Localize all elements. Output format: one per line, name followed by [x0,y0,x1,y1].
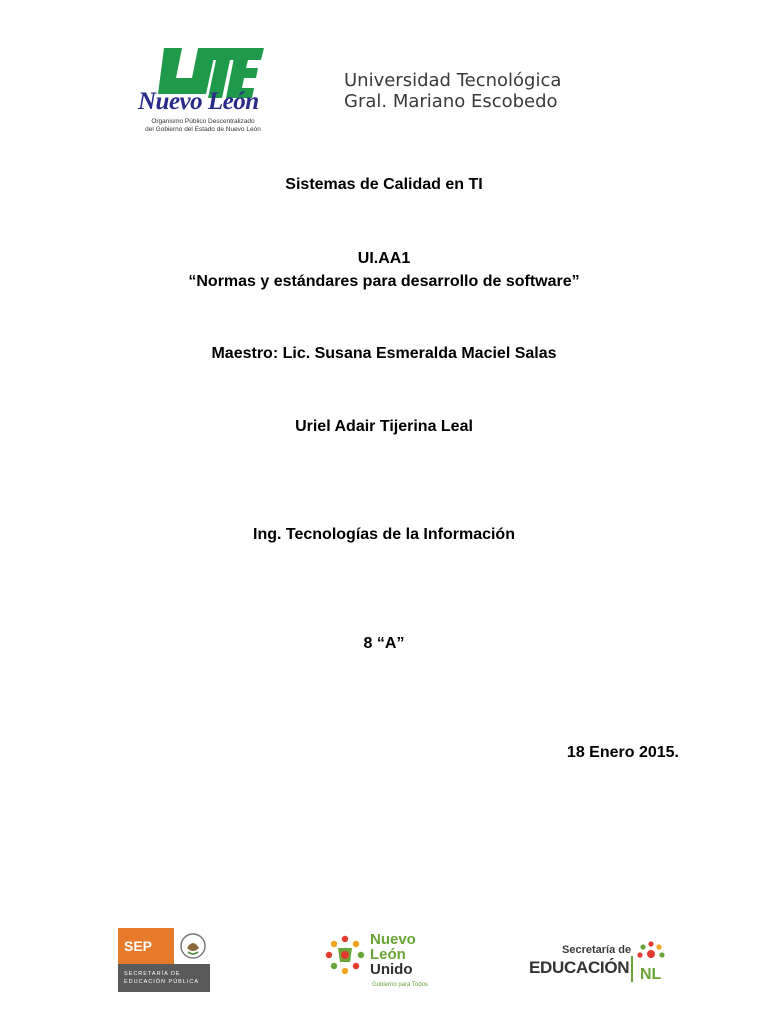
university-name [344,70,561,112]
sep-subtitle-line-1: SECRETARÍA DE [124,971,181,977]
secretaria-educacion-logo [512,922,678,998]
group-label: 8 “A” [363,635,405,652]
teacher-name: Maestro: Lic. Susana Esmeralda Maciel Salas [211,345,557,362]
ute-logo [136,44,266,140]
ute-logo-subtitle [138,118,268,134]
document-date: 18 Enero 2015. [566,744,679,761]
nuevo-leon-unido-line-1: Nuevo [370,931,416,948]
nuevo-leon-unido-tagline: Gobierno para Todos [372,982,428,988]
nuevo-leon-unido-line-3: Unido [370,961,413,978]
sep-label: SEP [118,928,174,964]
nuevo-leon-emblem-icon [324,934,366,976]
educacion-label: EDUCACIÓN [529,958,630,977]
university-name-line-2: Gral. Mariano Escobedo [344,91,558,112]
sep-subtitle [118,964,210,992]
secretaria-label: Secretaría de [562,944,632,956]
ute-logo-name: Nuevo León [138,88,259,115]
assignment-title: “Normas y estándares para desarrollo de software” [188,273,580,290]
nuevo-leon-unido-line-2: León [370,946,406,963]
course-title: Sistemas de Calidad en TI [285,176,483,193]
ute-logo-subtitle-line-1: Organismo Público Descentralizado [151,118,255,125]
divider [631,956,633,982]
sep-logo [118,928,210,992]
program-name: Ing. Tecnologías de la Información [253,526,515,543]
unit-code: UI.AA1 [357,250,411,267]
mexico-coat-of-arms-icon [178,930,208,962]
ute-logo-subtitle-line-2: del Gobierno del Estado de Nuevo León [145,126,261,133]
student-name: Uriel Adair Tijerina Leal [295,418,473,435]
nuevo-leon-unido-logo [324,931,428,996]
university-name-line-1: Universidad Tecnológica [344,70,562,91]
nl-label: NL [640,966,662,983]
nuevo-leon-unido-text [370,932,416,977]
sep-subtitle-line-2: EDUCACIÓN PÚBLICA [124,979,200,985]
